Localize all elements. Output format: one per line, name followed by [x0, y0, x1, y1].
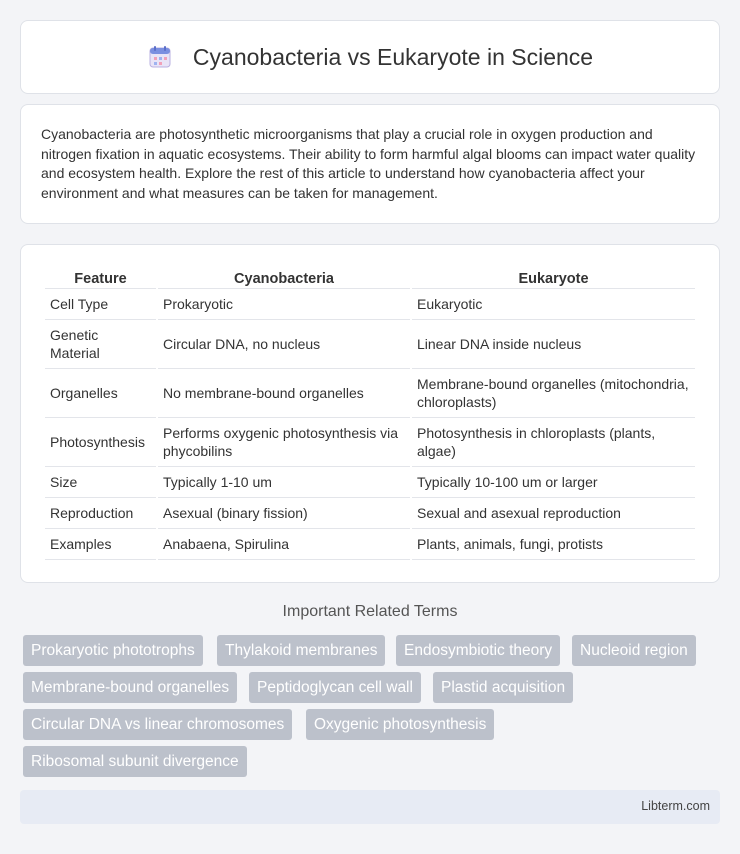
feature-cell: Cell Type	[45, 289, 156, 320]
table-header-row	[45, 263, 695, 289]
tag-prokaryotic-phototrophs[interactable]: Prokaryotic phototrophs	[23, 635, 203, 666]
tag-thylakoid-membranes[interactable]: Thylakoid membranes	[217, 635, 385, 666]
eukaryote-cell: Plants, animals, fungi, protists	[412, 529, 695, 560]
table-row	[45, 498, 695, 529]
header-eukaryote: Eukaryote	[412, 263, 695, 289]
comparison-card	[20, 244, 720, 583]
eukaryote-cell: Eukaryotic	[412, 289, 695, 320]
cyanobacteria-cell: No membrane-bound organelles	[158, 369, 410, 418]
cyanobacteria-cell: Circular DNA, no nucleus	[158, 320, 410, 369]
header-cyanobacteria: Cyanobacteria	[158, 263, 410, 289]
feature-cell: Photosynthesis	[45, 418, 156, 467]
tag-nucleoid-region[interactable]: Nucleoid region	[572, 635, 696, 666]
cyanobacteria-cell: Performs oxygenic photosynthesis via phycobilins	[158, 418, 410, 467]
feature-cell: Size	[45, 467, 156, 498]
table-row	[45, 529, 695, 560]
cyanobacteria-cell: Anabaena, Spirulina	[158, 529, 410, 560]
footer-brand-link[interactable]: Libterm.com	[641, 799, 710, 813]
tag-plastid-acquisition[interactable]: Plastid acquisition	[433, 672, 573, 703]
cyanobacteria-cell: Prokaryotic	[158, 289, 410, 320]
eukaryote-cell: Linear DNA inside nucleus	[412, 320, 695, 369]
tag-oxygenic-photosynthesis[interactable]: Oxygenic photosynthesis	[306, 709, 494, 740]
feature-cell: Examples	[45, 529, 156, 560]
header-card	[20, 20, 720, 94]
intro-card	[20, 104, 720, 224]
footer	[20, 790, 720, 824]
feature-cell: Genetic Material	[45, 320, 156, 369]
tag-membrane-bound-organelles[interactable]: Membrane-bound organelles	[23, 672, 237, 703]
related-terms-title: Important Related Terms	[282, 603, 458, 620]
eukaryote-cell: Membrane-bound organelles (mitochondria, chloroplasts)	[412, 369, 695, 418]
feature-cell: Reproduction	[45, 498, 156, 529]
tag-ribosomal-subunit-divergence[interactable]: Ribosomal subunit divergence	[23, 746, 247, 777]
tag-circular-dna-vs-linear-chromosomes[interactable]: Circular DNA vs linear chromosomes	[23, 709, 292, 740]
table-row	[45, 289, 695, 320]
eukaryote-cell: Photosynthesis in chloroplasts (plants, algae)	[412, 418, 695, 467]
calendar-icon	[147, 44, 173, 70]
header-feature: Feature	[45, 263, 156, 289]
header	[147, 44, 593, 71]
cyanobacteria-cell: Typically 1-10 um	[158, 467, 410, 498]
tag-peptidoglycan-cell-wall[interactable]: Peptidoglycan cell wall	[249, 672, 421, 703]
table-row	[45, 320, 695, 369]
eukaryote-cell: Typically 10-100 um or larger	[412, 467, 695, 498]
eukaryote-cell: Sexual and asexual reproduction	[412, 498, 695, 529]
cyanobacteria-cell: Asexual (binary fission)	[158, 498, 410, 529]
table-row	[45, 467, 695, 498]
tag-endosymbiotic-theory[interactable]: Endosymbiotic theory	[396, 635, 560, 666]
comparison-table	[43, 263, 697, 560]
table-row	[45, 369, 695, 418]
intro-text: Cyanobacteria are photosynthetic microorganisms that play a crucial role in oxygen production and nitrogen fixation in aquatic ecosystems. Their ability to form harmful algal blooms can impact water quality and ecosystem health. Explore the rest of this article to understand how cyanobacteria affect your environment and what measures can be taken for management.	[41, 126, 696, 201]
feature-cell: Organelles	[45, 369, 156, 418]
table-row	[45, 418, 695, 467]
page-title: Cyanobacteria vs Eukaryote in Science	[192, 43, 594, 70]
